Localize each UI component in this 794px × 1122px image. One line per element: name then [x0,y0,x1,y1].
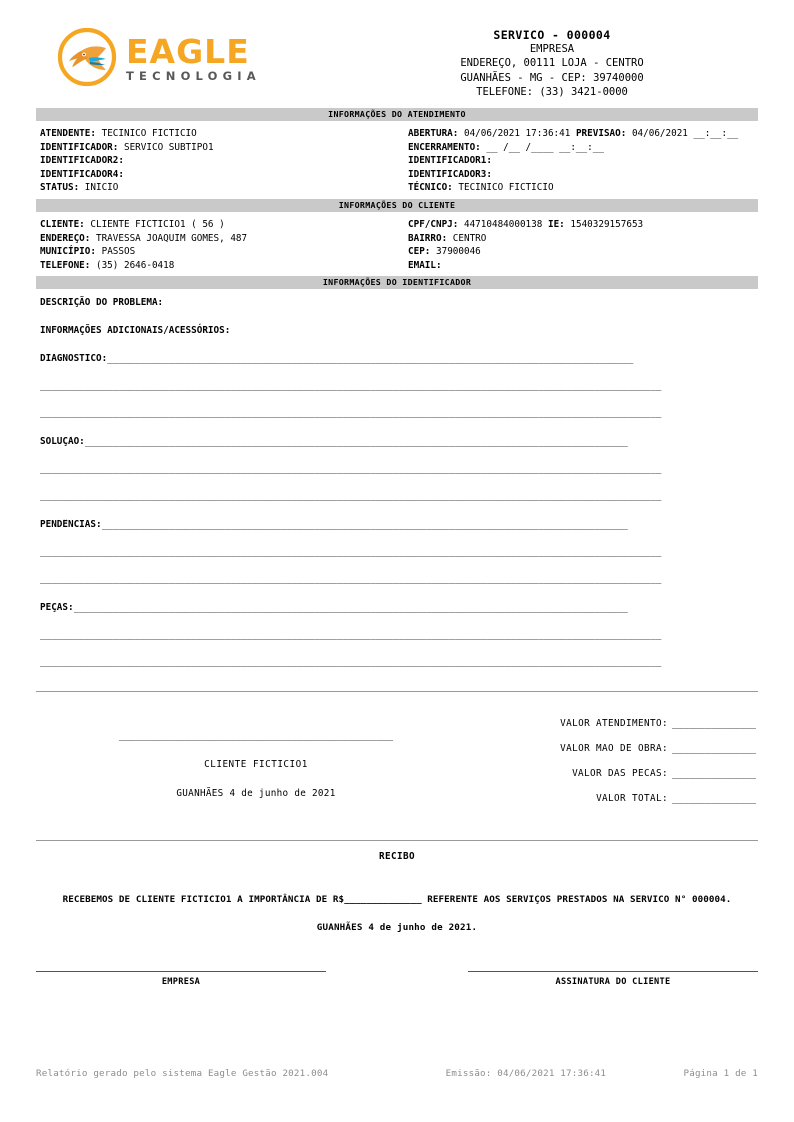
footer-system-text: Relatório gerado pelo sistema Eagle Gestão 2021.004 [36,1068,329,1079]
fill-row [40,573,754,600]
identifier-body [36,289,758,683]
client-right-column [408,218,758,272]
field-previsao-value: 04/06/2021 __:__:__ [631,128,739,139]
field-row: ABERTURA: 04/06/2021 17:36:41 PREVISAO: 04/06/2021 __:__:__ [408,128,739,139]
field-row: CLIENTE: CLIENTE FICTICIO1 ( 56 ) [40,218,225,230]
field-row: IDENTIFICADOR1: [408,155,492,167]
signature-caption-client: ASSINATURA DO CLIENTE [555,977,671,988]
company-phone: TELEFONE: (33) 3421-0000 [476,85,628,98]
attendance-right-column [408,127,758,195]
field-row: IDENTIFICADOR3: [408,168,492,180]
value-blank-line[interactable]: _______________ [672,718,756,730]
receipt-amount-blank[interactable]: ______________ [344,894,422,906]
fill-row: DIAGNÓSTICO: ______________________________________________________________________________________________ [40,353,754,380]
logo-tagline-text: TECNOLOGIA [126,69,261,84]
signature-caption-company: EMPRESA [161,977,201,988]
fill-line[interactable]: _______________________________________________________________________________________________________________ [40,463,662,475]
fill-line[interactable]: _________________________________________________________________________________________________ [84,436,628,448]
field-abertura-value: 04/06/2021 17:36:41 [463,128,571,139]
company-address: ENDEREÇO, 00111 LOJA - CENTRO [460,57,644,70]
value-blank-line[interactable]: _______________ [672,768,756,780]
field-cliente-value: CLIENTE FICTICIO1 ( 56 ) [90,218,225,230]
client-fields [36,212,758,276]
fill-row [40,546,754,573]
fill-row [40,629,754,656]
signature-client-name: CLIENTE FICTICIO1 [204,759,308,771]
service-title: SERVICO - 000004 [493,28,611,42]
fill-line[interactable]: _______________________________________________________________________________________________________________ [40,407,662,419]
attendance-fields [36,121,758,199]
signature-box-company [36,971,326,987]
section-bar-client: INFORMAÇÕES DO CLIENTE [36,199,758,212]
fill-row: PENDÊNCIAS: ______________________________________________________________________________________________ [40,519,754,546]
signature-rule: _________________________________________________ [118,730,394,742]
receipt-text-before: RECEBEMOS DE CLIENTE FICTICIO1 A IMPORTÂNCIA DE R$ [62,894,345,906]
field-row: ENCERRAMENTO: __ /__ /____ __:__:__ [408,141,604,153]
signature-city-date: GUANHÃES 4 de junho de 2021 [176,788,336,800]
field-cep-value: 37900046 [436,246,481,258]
value-row-mao-de-obra: VALOR MAO DE OBRA: _______________ [560,743,756,755]
bottom-signature-row [36,933,758,987]
fill-line[interactable]: ______________________________________________________________________________________________ [107,353,634,365]
value-row-total: VALOR TOTAL: _______________ [596,793,756,805]
field-row: EMAIL: [408,259,442,271]
client-left-column [40,218,408,272]
document-header [36,0,758,108]
company-logo [36,26,376,92]
section-bar-attendance: INFORMAÇÕES DO ATENDIMENTO [36,108,758,121]
field-row: TELEFONE: (35) 2646-0418 [40,259,175,271]
values-area [476,718,758,818]
fill-line[interactable]: _______________________________________________________________________________________________________________ [40,490,662,502]
eagle-head-icon [56,26,118,92]
field-tecnico-value: TECINICO FICTICIO [458,182,554,194]
company-header-info [346,26,758,99]
company-city-line: GUANHÃES - MG - CEP: 39740000 [460,71,644,84]
field-cpfcnpj-value: 44710484000138 [463,218,543,230]
value-row-atendimento: VALOR ATENDIMENTO: _______________ [560,718,756,730]
value-blank-line[interactable]: _______________ [672,743,756,755]
fill-line[interactable]: _______________________________________________________________________________________________________________ [40,656,662,668]
logo-brand-text: EAGLE [126,32,250,72]
field-telefone-value: (35) 2646-0418 [95,259,175,271]
label-problem-description: DESCRIÇÃO DO PROBLEMA: [40,297,164,309]
field-encerramento-value: __ /__ /____ __:__:__ [486,141,604,153]
page-footer [36,1068,758,1079]
fill-group-pecas [40,602,754,683]
fill-line[interactable]: _______________________________________________________________________________________________________________ [40,380,662,392]
fill-line[interactable]: ______________________________________________________________________________________________ [101,519,628,531]
receipt-title: RECIBO [379,851,415,863]
fill-group-pendencias [40,519,754,600]
field-municipio-value: PASSOS [101,246,136,258]
fill-row [40,656,754,683]
field-status-value: INICIO [84,182,119,194]
signature-values-block [36,692,758,818]
client-signature-area [36,718,476,818]
fill-row [40,407,754,434]
fill-group-solucao [40,436,754,517]
field-row: ATENDENTE: TECINICO FICTICIO [40,128,197,139]
fill-line[interactable]: _______________________________________________________________________________________________________________ [40,573,662,585]
signature-rule-company [36,971,326,972]
field-row: CPF/CNPJ: 44710484000138 IE: 1540329157653 [408,218,644,230]
field-bairro-value: CENTRO [452,232,487,244]
field-ie-value: 1540329157653 [570,218,644,230]
logo-wordmark [126,32,261,84]
field-row: IDENTIFICADOR4: [40,168,124,180]
value-blank-line[interactable]: _______________ [672,793,756,805]
fill-row: PEÇAS: ___________________________________________________________________________________________________ [40,602,754,629]
receipt-statement [36,862,758,905]
footer-emission-text: Emissão: 04/06/2021 17:36:41 [445,1068,607,1079]
label-additional-info: INFORMAÇÕES ADICIONAIS/ACESSÓRIOS: [40,325,231,337]
field-row: CEP: 37900046 [408,246,481,258]
field-row: IDENTIFICADOR: SERVICO SUBTIPO1 [40,141,214,153]
fill-group-diagnostico [40,353,754,434]
signature-box-client [468,971,758,987]
signature-rule-client [468,971,758,972]
field-row: ENDEREÇO: TRAVESSA JOAQUIM GOMES, 487 [40,232,248,244]
field-row: STATUS: INICIO [40,182,119,194]
fill-line[interactable]: _______________________________________________________________________________________________________________ [40,546,662,558]
fill-row: SOLUÇÃO: _________________________________________________________________________________________________ [40,436,754,463]
field-row: TÉCNICO: TECINICO FICTICIO [408,182,554,194]
field-atendente-value: TECINICO FICTICIO [101,128,197,139]
attendance-left-column [40,127,408,195]
value-row-pecas: VALOR DAS PECAS: _______________ [572,768,756,780]
footer-page-number: Página 1 de 1 [683,1068,758,1079]
field-row: BAIRRO: CENTRO [408,232,487,244]
field-row: MUNICÍPIO: PASSOS [40,246,136,258]
field-endereco-value: TRAVESSA JOAQUIM GOMES, 487 [95,232,248,244]
field-row: IDENTIFICADOR2: [40,155,124,167]
receipt-text-after: REFERENTE AOS SERVIÇOS PRESTADOS NA SERVICO N° 000004. [427,894,732,906]
fill-row [40,380,754,407]
section-bar-identifier: INFORMAÇÕES DO IDENTIFICADOR [36,276,758,289]
fill-line[interactable]: _______________________________________________________________________________________________________________ [40,629,662,641]
field-identificador-value: SERVICO SUBTIPO1 [123,141,214,153]
company-name: EMPRESA [529,43,575,56]
fill-row [40,463,754,490]
fill-row [40,490,754,517]
receipt-city-date: GUANHÃES 4 de junho de 2021. [316,922,478,934]
fill-line[interactable]: ___________________________________________________________________________________________________ [73,602,628,614]
